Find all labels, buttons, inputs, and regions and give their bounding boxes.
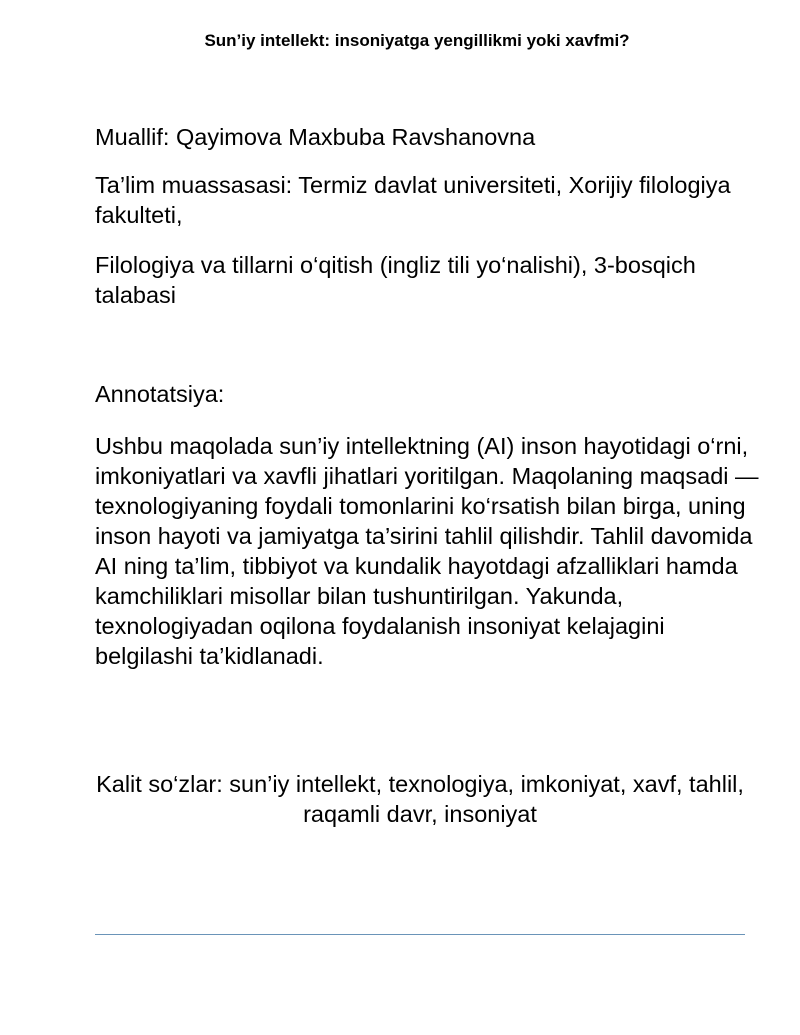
document-title: Sun’iy intellekt: insoniyatga yengillikmi yoki xavfmi? (204, 31, 630, 50)
keywords-line: Kalit so‘zlar: sun’iy intellekt, texnologiya, imkoniyat, xavf, tahlil, raqamli davr, insoniyat (96, 771, 744, 827)
annotation-text: Ushbu maqolada sun’iy intellektning (AI) inson hayotidagi o‘rni, imkoniyatlari va xavfli jihatlari yoritilgan. Maqolaning maqsadi — texnologiyaning foydali tomonlarini ko‘rsatish bilan birga, uning inson hayoti va jamiyatga ta’sirini tahlil qilishdir. Tahlil davomida AI ning ta’lim, tibbiyot va kundalik hayotdagi afzalliklari hamda kamchiliklari misollar bilan tushuntirilgan. Yakunda, texnologiyadan oqilona foydalanish insoniyat kelajagini belgilashi ta’kidlanadi. (95, 433, 759, 669)
institution-line: Ta’lim muassasasi: Termiz davlat universiteti, Xorijiy filologiya fakulteti, (95, 172, 731, 228)
author-line: Muallif: Qayimova Maxbuba Ravshanovna (95, 124, 536, 150)
annotation-label: Annotatsiya: (95, 381, 225, 407)
footnote-separator (95, 934, 745, 935)
program-line: Filologiya va tillarni o‘qitish (ingliz tili yo‘nalishi), 3-bosqich talabasi (95, 252, 696, 308)
